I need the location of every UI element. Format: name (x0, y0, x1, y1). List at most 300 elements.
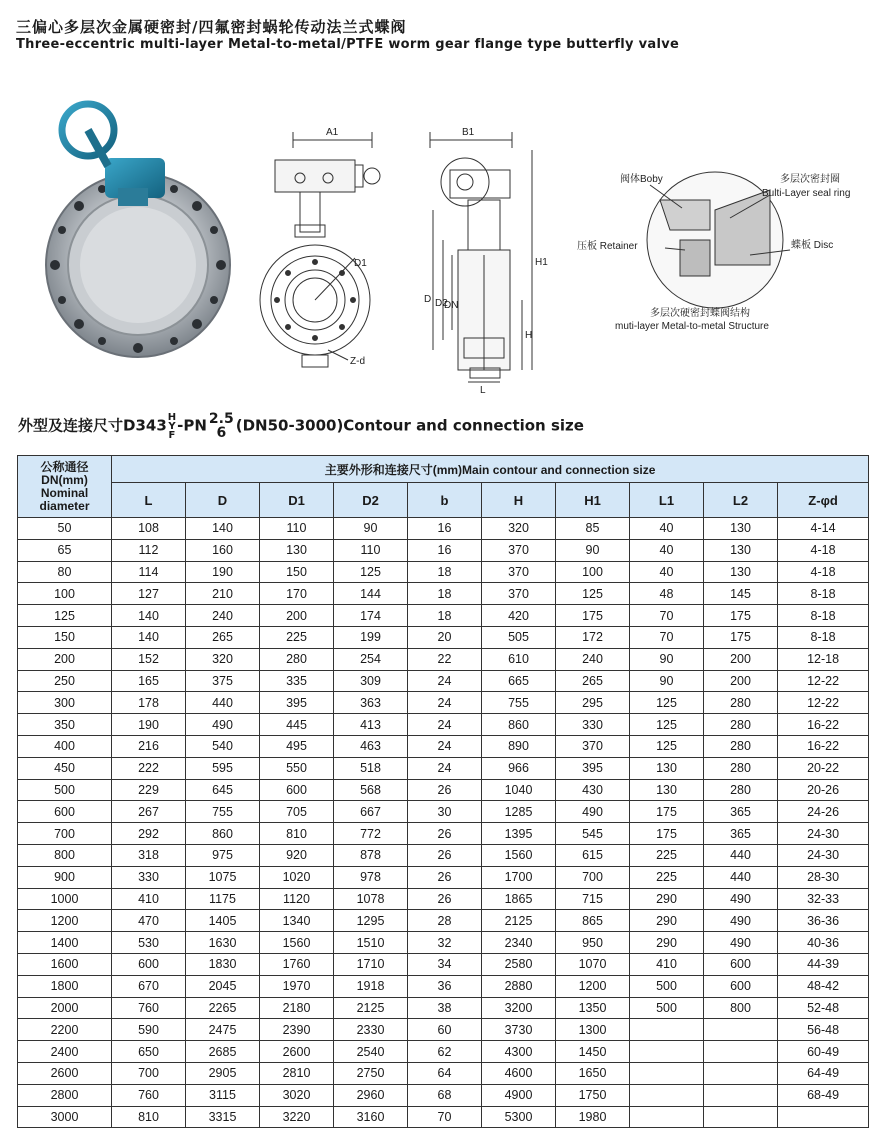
table-cell: 2330 (334, 1019, 408, 1041)
table-cell: 600 (704, 953, 778, 975)
table-cell: 1980 (556, 1106, 630, 1128)
table-cell: 90 (334, 518, 408, 540)
table-cell: 610 (482, 648, 556, 670)
page-title-cn: 三偏心多层次金属硬密封/四氟密封蜗轮传动法兰式蝶阀 (16, 18, 407, 36)
dn-cell: 125 (18, 605, 112, 627)
table-cell: 2750 (334, 1062, 408, 1084)
table-cell: 590 (112, 1019, 186, 1041)
table-cell: 160 (186, 539, 260, 561)
table-cell: 1350 (556, 997, 630, 1019)
table-cell: 2475 (186, 1019, 260, 1041)
table-cell: 68-49 (778, 1084, 869, 1106)
table-cell: 20-22 (778, 757, 869, 779)
table-cell: 1395 (482, 823, 556, 845)
table-cell: 16-22 (778, 735, 869, 757)
table-cell: 890 (482, 735, 556, 757)
table-cell: 26 (408, 823, 482, 845)
dn-cell: 2200 (18, 1019, 112, 1041)
table-cell: 68 (408, 1084, 482, 1106)
table-cell: 18 (408, 605, 482, 627)
table-cell: 40 (630, 561, 704, 583)
table-cell: 175 (630, 801, 704, 823)
table-cell: 860 (482, 714, 556, 736)
table-cell: 445 (260, 714, 334, 736)
table-row (18, 801, 869, 823)
label-seal-cn: 多层次密封圈 (780, 174, 840, 185)
dn-cell: 1200 (18, 910, 112, 932)
table-cell: 280 (704, 779, 778, 801)
table-cell: 495 (260, 735, 334, 757)
seal-code-f: F (168, 429, 176, 441)
table-cell: 1020 (260, 866, 334, 888)
table-cell: 3730 (482, 1019, 556, 1041)
table-cell: 110 (334, 539, 408, 561)
pn-stack (209, 412, 234, 440)
table-cell: 26 (408, 888, 482, 910)
table-cell: 172 (556, 626, 630, 648)
table-cell: 490 (704, 910, 778, 932)
table-cell: 760 (112, 1084, 186, 1106)
table-cell: 2880 (482, 975, 556, 997)
table-cell: 540 (186, 735, 260, 757)
column-header: L (112, 483, 186, 518)
table-cell (704, 1106, 778, 1128)
table-cell: 1970 (260, 975, 334, 997)
table-row (18, 626, 869, 648)
table-cell: 978 (334, 866, 408, 888)
table-row (18, 714, 869, 736)
table-cell: 64-49 (778, 1062, 869, 1084)
table-cell: 715 (556, 888, 630, 910)
table-row (18, 539, 869, 561)
table-cell: 395 (556, 757, 630, 779)
table-cell: 309 (334, 670, 408, 692)
dn-cell: 100 (18, 583, 112, 605)
table-cell: 755 (186, 801, 260, 823)
table-cell: 700 (556, 866, 630, 888)
table-cell: 125 (630, 735, 704, 757)
table-cell: 64 (408, 1062, 482, 1084)
table-cell: 210 (186, 583, 260, 605)
table-row (18, 757, 869, 779)
table-cell: 3200 (482, 997, 556, 1019)
table-cell: 568 (334, 779, 408, 801)
table-cell: 265 (556, 670, 630, 692)
label-d: D (424, 294, 432, 305)
section-title (18, 412, 584, 440)
table-row (18, 518, 869, 540)
dn-cell: 2600 (18, 1062, 112, 1084)
table-cell: 2265 (186, 997, 260, 1019)
table-cell: 112 (112, 539, 186, 561)
section-title-mid: -PN (177, 416, 207, 435)
table-cell: 490 (704, 932, 778, 954)
table-cell (630, 1062, 704, 1084)
table-row (18, 1084, 869, 1106)
table-cell: 500 (630, 975, 704, 997)
column-header: L1 (630, 483, 704, 518)
table-cell: 1120 (260, 888, 334, 910)
dn-header (18, 456, 112, 518)
dn-cell: 2000 (18, 997, 112, 1019)
table-row (18, 1019, 869, 1041)
table-cell (630, 1106, 704, 1128)
table-cell: 772 (334, 823, 408, 845)
table-cell: 440 (186, 692, 260, 714)
table-cell: 490 (556, 801, 630, 823)
section-title-prefix: 外型及连接尺寸D343 (18, 416, 167, 435)
table-cell: 878 (334, 844, 408, 866)
table-row (18, 1041, 869, 1063)
table-cell: 200 (704, 670, 778, 692)
table-cell: 190 (112, 714, 186, 736)
table-cell: 3160 (334, 1106, 408, 1128)
table-cell: 32 (408, 932, 482, 954)
table-cell: 2810 (260, 1062, 334, 1084)
table-cell: 1070 (556, 953, 630, 975)
table-cell: 240 (556, 648, 630, 670)
table-row (18, 583, 869, 605)
table-cell: 12-22 (778, 692, 869, 714)
table-cell: 5300 (482, 1106, 556, 1128)
table-cell: 705 (260, 801, 334, 823)
table-cell: 1630 (186, 932, 260, 954)
table-row (18, 823, 869, 845)
table-cell: 430 (556, 779, 630, 801)
table-cell: 2125 (334, 997, 408, 1019)
table-cell: 600 (704, 975, 778, 997)
table-cell: 920 (260, 844, 334, 866)
dn-cell: 350 (18, 714, 112, 736)
table-cell: 2685 (186, 1041, 260, 1063)
table-cell: 420 (482, 605, 556, 627)
table-row (18, 1106, 869, 1128)
table-cell: 175 (704, 605, 778, 627)
table-cell: 24-30 (778, 823, 869, 845)
table-cell: 229 (112, 779, 186, 801)
table-cell: 90 (556, 539, 630, 561)
table-cell: 1285 (482, 801, 556, 823)
column-header: H1 (556, 483, 630, 518)
table-cell: 175 (704, 626, 778, 648)
table-cell: 505 (482, 626, 556, 648)
table-cell: 1650 (556, 1062, 630, 1084)
column-header: D1 (260, 483, 334, 518)
table-cell: 174 (334, 605, 408, 627)
table-row (18, 844, 869, 866)
table-cell: 800 (704, 997, 778, 1019)
table-cell: 365 (704, 801, 778, 823)
table-cell (704, 1019, 778, 1041)
label-h1: H1 (535, 257, 548, 268)
table-row (18, 997, 869, 1019)
table-cell: 130 (704, 539, 778, 561)
table-cell: 190 (186, 561, 260, 583)
valve-figure (10, 90, 870, 400)
dn-cell: 800 (18, 844, 112, 866)
front-view-drawing (260, 132, 380, 367)
table-cell: 470 (112, 910, 186, 932)
table-cell: 240 (186, 605, 260, 627)
table-row (18, 1062, 869, 1084)
table-cell: 365 (704, 823, 778, 845)
label-seal-en: Bulti-Layer seal ring (762, 188, 851, 199)
table-cell: 755 (482, 692, 556, 714)
dn-header-line: 公称通径 (40, 459, 89, 474)
table-cell: 518 (334, 757, 408, 779)
table-cell: 56-48 (778, 1019, 869, 1041)
table-cell: 175 (630, 823, 704, 845)
table-cell: 363 (334, 692, 408, 714)
table-cell: 595 (186, 757, 260, 779)
table-cell: 125 (630, 714, 704, 736)
table-cell: 44-39 (778, 953, 869, 975)
dn-cell: 500 (18, 779, 112, 801)
label-d2: D2 (435, 298, 448, 309)
table-cell: 810 (112, 1106, 186, 1128)
table-row (18, 648, 869, 670)
table-cell (704, 1041, 778, 1063)
table-cell: 1078 (334, 888, 408, 910)
table-cell: 375 (186, 670, 260, 692)
table-cell: 335 (260, 670, 334, 692)
table-cell: 490 (704, 888, 778, 910)
table-cell: 100 (556, 561, 630, 583)
table-cell: 1175 (186, 888, 260, 910)
table-cell: 975 (186, 844, 260, 866)
dn-cell: 50 (18, 518, 112, 540)
table-cell: 1560 (260, 932, 334, 954)
table-cell: 645 (186, 779, 260, 801)
table-cell: 700 (112, 1062, 186, 1084)
section-title-suffix: (DN50-3000)Contour and connection size (235, 416, 584, 435)
table-cell: 1750 (556, 1084, 630, 1106)
table-cell: 152 (112, 648, 186, 670)
dn-cell: 3000 (18, 1106, 112, 1128)
table-cell: 318 (112, 844, 186, 866)
table-cell: 40 (630, 518, 704, 540)
pn-top: 2.5 (208, 411, 234, 427)
dn-cell: 1600 (18, 953, 112, 975)
table-cell: 12-22 (778, 670, 869, 692)
table-row (18, 605, 869, 627)
table-cell: 600 (112, 953, 186, 975)
dn-cell: 400 (18, 735, 112, 757)
dn-cell: 150 (18, 626, 112, 648)
table-cell: 125 (630, 692, 704, 714)
table-cell: 30 (408, 801, 482, 823)
table-cell: 2390 (260, 1019, 334, 1041)
table-cell: 34 (408, 953, 482, 975)
dn-header-line: Nominal (40, 485, 89, 500)
table-cell (630, 1084, 704, 1106)
table-row (18, 779, 869, 801)
table-cell: 2340 (482, 932, 556, 954)
table-cell: 12-18 (778, 648, 869, 670)
table-cell: 290 (630, 910, 704, 932)
table-row (18, 866, 869, 888)
detail-caption-en: muti-layer Metal-to-metal Structure (615, 321, 769, 332)
table-cell: 1450 (556, 1041, 630, 1063)
table-cell: 4-18 (778, 561, 869, 583)
table-cell: 24 (408, 670, 482, 692)
column-header: b (408, 483, 482, 518)
table-cell: 40-36 (778, 932, 869, 954)
table-cell: 130 (704, 518, 778, 540)
table-cell: 140 (186, 518, 260, 540)
table-cell: 290 (630, 888, 704, 910)
table-cell: 1830 (186, 953, 260, 975)
dn-cell: 1000 (18, 888, 112, 910)
table-cell: 295 (556, 692, 630, 714)
table-cell: 292 (112, 823, 186, 845)
table-cell: 280 (704, 757, 778, 779)
table-row (18, 932, 869, 954)
table-cell: 280 (260, 648, 334, 670)
table-cell: 280 (704, 714, 778, 736)
table-cell: 615 (556, 844, 630, 866)
table-cell: 320 (482, 518, 556, 540)
table-cell: 125 (556, 583, 630, 605)
table-cell: 40 (630, 539, 704, 561)
table-cell: 395 (260, 692, 334, 714)
dn-cell: 80 (18, 561, 112, 583)
table-cell: 216 (112, 735, 186, 757)
table-cell: 550 (260, 757, 334, 779)
table-cell: 60 (408, 1019, 482, 1041)
table-cell: 222 (112, 757, 186, 779)
table-cell: 90 (630, 670, 704, 692)
table-row (18, 953, 869, 975)
label-dn: DN (444, 300, 459, 311)
table-cell: 200 (704, 648, 778, 670)
table-cell: 175 (556, 605, 630, 627)
table-cell: 145 (704, 583, 778, 605)
label-body: 阀体Boby (620, 174, 663, 185)
table-cell: 4-14 (778, 518, 869, 540)
table-cell: 4600 (482, 1062, 556, 1084)
table-cell: 1075 (186, 866, 260, 888)
label-d1: D1 (354, 258, 367, 269)
table-cell: 810 (260, 823, 334, 845)
table-cell: 199 (334, 626, 408, 648)
dn-cell: 65 (18, 539, 112, 561)
table-cell: 24 (408, 757, 482, 779)
table-cell: 865 (556, 910, 630, 932)
dn-header-line: diameter (39, 498, 90, 513)
table-cell: 650 (112, 1041, 186, 1063)
column-header: D (186, 483, 260, 518)
table-cell: 2045 (186, 975, 260, 997)
table-cell: 254 (334, 648, 408, 670)
table-cell: 20 (408, 626, 482, 648)
column-header: Z-φd (778, 483, 869, 518)
table-cell: 178 (112, 692, 186, 714)
label-zd: Z-d (350, 356, 365, 367)
side-view-drawing (430, 132, 532, 382)
label-b1: B1 (462, 127, 475, 138)
dn-cell: 450 (18, 757, 112, 779)
table-row (18, 670, 869, 692)
column-header: D2 (334, 483, 408, 518)
seal-code-y: Y (168, 420, 176, 432)
table-cell: 280 (704, 735, 778, 757)
table-cell: 2540 (334, 1041, 408, 1063)
table-cell: 130 (630, 779, 704, 801)
table-cell: 966 (482, 757, 556, 779)
table-cell: 410 (630, 953, 704, 975)
dn-cell: 200 (18, 648, 112, 670)
table-cell: 1700 (482, 866, 556, 888)
dn-header-line: DN(mm) (41, 472, 88, 487)
dn-cell: 1400 (18, 932, 112, 954)
table-cell: 16-22 (778, 714, 869, 736)
table-cell: 225 (260, 626, 334, 648)
table-cell: 2905 (186, 1062, 260, 1084)
table-cell: 130 (630, 757, 704, 779)
table-cell: 1760 (260, 953, 334, 975)
table-cell: 1865 (482, 888, 556, 910)
valve-photo (46, 104, 230, 357)
table-cell: 170 (260, 583, 334, 605)
table-cell: 265 (186, 626, 260, 648)
table-cell: 36 (408, 975, 482, 997)
table-cell: 1295 (334, 910, 408, 932)
table-cell: 85 (556, 518, 630, 540)
table-cell: 463 (334, 735, 408, 757)
table-cell: 144 (334, 583, 408, 605)
table-cell: 860 (186, 823, 260, 845)
label-retainer: 压板 Retainer (577, 241, 638, 252)
table-cell: 670 (112, 975, 186, 997)
table-cell: 545 (556, 823, 630, 845)
table-cell: 370 (482, 539, 556, 561)
dn-cell: 2400 (18, 1041, 112, 1063)
table-row (18, 735, 869, 757)
table-row (18, 910, 869, 932)
table-cell: 70 (630, 626, 704, 648)
dn-cell: 700 (18, 823, 112, 845)
table-cell: 125 (334, 561, 408, 583)
table-cell: 330 (556, 714, 630, 736)
table-cell: 4300 (482, 1041, 556, 1063)
table-cell: 130 (260, 539, 334, 561)
table-row (18, 888, 869, 910)
dn-cell: 1800 (18, 975, 112, 997)
table-cell: 26 (408, 866, 482, 888)
table-cell: 1405 (186, 910, 260, 932)
table-cell: 1710 (334, 953, 408, 975)
table-cell (704, 1062, 778, 1084)
table-cell (704, 1084, 778, 1106)
table-cell: 225 (630, 866, 704, 888)
table-row (18, 561, 869, 583)
table-row (18, 692, 869, 714)
table-cell: 1200 (556, 975, 630, 997)
table-cell: 90 (630, 648, 704, 670)
dimension-table (17, 455, 869, 1128)
table-cell: 8-18 (778, 605, 869, 627)
table-cell: 110 (260, 518, 334, 540)
table-cell: 48 (630, 583, 704, 605)
table-cell: 665 (482, 670, 556, 692)
table-cell: 3315 (186, 1106, 260, 1128)
table-cell: 70 (630, 605, 704, 627)
pn-bottom: 6 (216, 425, 227, 441)
table-cell: 62 (408, 1041, 482, 1063)
table-cell: 24 (408, 735, 482, 757)
table-cell: 150 (260, 561, 334, 583)
